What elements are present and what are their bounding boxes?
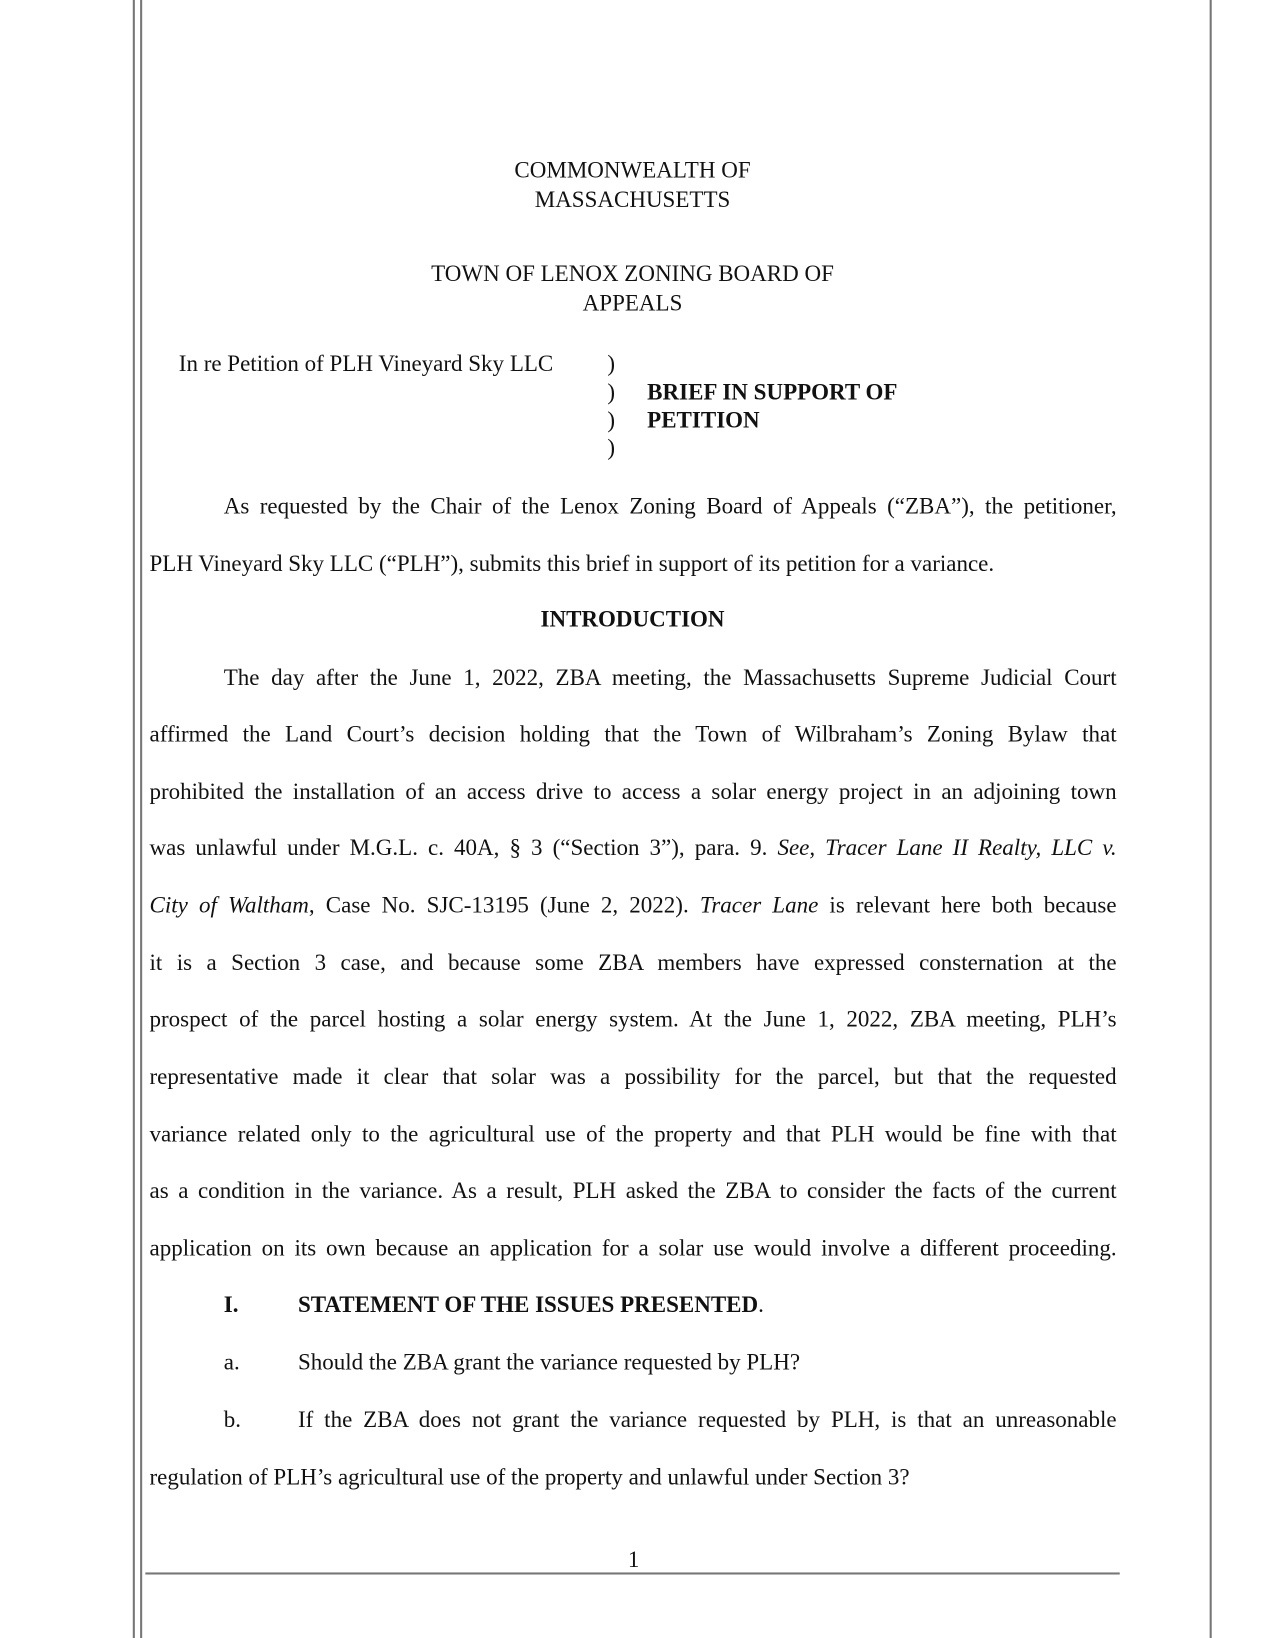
section-number: I. [223, 1291, 239, 1318]
case-citation: City of Waltham [149, 891, 309, 918]
paragraph-line: representative made it clear that solar was a possibility for the parcel, but that the requested [149, 1063, 1117, 1090]
caption-paren: ) [607, 350, 616, 377]
header-line: COMMONWEALTH OF [514, 156, 751, 183]
header-line: APPEALS [582, 289, 683, 316]
right-margin-line [1210, 0, 1212, 1638]
caption-paren: ) [607, 433, 616, 461]
section-period: . [758, 1291, 764, 1318]
case-name: Tracer Lane [699, 891, 819, 918]
text-segment: is relevant here both because [829, 891, 1117, 918]
paragraph-line: PLH Vineyard Sky LLC (“PLH”), submits this brief in support of its petition for a variance. [149, 549, 995, 577]
paragraph-line: variance related only to the agricultural use of the property and that PLH would be fine with that [149, 1120, 1117, 1147]
paragraph-line: prohibited the installation of an access drive to access a solar energy project in an adjoining town [149, 777, 1117, 804]
case-citation: See, Tracer Lane II Realty, LLC v. [777, 834, 1117, 861]
page-number: 1 [627, 1546, 640, 1573]
header-line: TOWN OF LENOX ZONING BOARD OF [431, 260, 834, 287]
header-line: MASSACHUSETTS [534, 186, 731, 213]
paragraph-line: As requested by the Chair of the Lenox Zoning Board of Appeals (“ZBA”), the petitioner, [223, 492, 1117, 519]
issue-label: a. [223, 1348, 240, 1375]
text-segment: was unlawful under M.G.L. c. 40A, § 3 (“Section 3”), para. 9. [149, 834, 778, 861]
left-margin-line [133, 0, 135, 1638]
caption-party: In re Petition of PLH Vineyard Sky LLC [178, 350, 554, 377]
brief-title: PETITION [647, 406, 760, 433]
paragraph-line: application on its own because an application for a solar use would involve a different proceeding. [149, 1234, 1117, 1261]
left-margin-line-inner [140, 0, 142, 1638]
section-heading-introduction: INTRODUCTION [540, 605, 725, 632]
footer-rule [145, 1572, 1119, 1574]
paragraph-line: The day after the June 1, 2022, ZBA meeting, the Massachusetts Supreme Judicial Court [223, 663, 1117, 691]
issue-text: If the ZBA does not grant the variance requested by PLH, is that an unreasonable [297, 1406, 1117, 1433]
paragraph-line: it is a Section 3 case, and because some ZBA members have expressed consternation at the [149, 949, 1117, 976]
issue-text: Should the ZBA grant the variance requested by PLH? [297, 1348, 801, 1375]
paragraph-line [150, 892, 1117, 919]
section-heading [298, 1291, 764, 1318]
paragraph-line [150, 834, 1117, 861]
text-segment: , Case No. SJC-13195 (June 2, 2022). [308, 891, 700, 918]
paragraph-line: as a condition in the variance. As a result, PLH asked the ZBA to consider the facts of the current [149, 1177, 1117, 1204]
paragraph-line: affirmed the Land Court’s decision holding that the Town of Wilbraham’s Zoning Bylaw that [149, 720, 1117, 747]
issue-text-continued: regulation of PLH’s agricultural use of the property and unlawful under Section 3? [149, 1463, 910, 1490]
issue-label: b. [223, 1406, 241, 1433]
caption-paren: ) [607, 406, 616, 433]
brief-title: BRIEF IN SUPPORT OF [647, 378, 898, 405]
caption-paren: ) [607, 378, 616, 405]
paragraph-line: prospect of the parcel hosting a solar energy system. At the June 1, 2022, ZBA meeting, PLH’s [149, 1005, 1117, 1032]
section-title: STATEMENT OF THE ISSUES PRESENTED [297, 1291, 759, 1318]
